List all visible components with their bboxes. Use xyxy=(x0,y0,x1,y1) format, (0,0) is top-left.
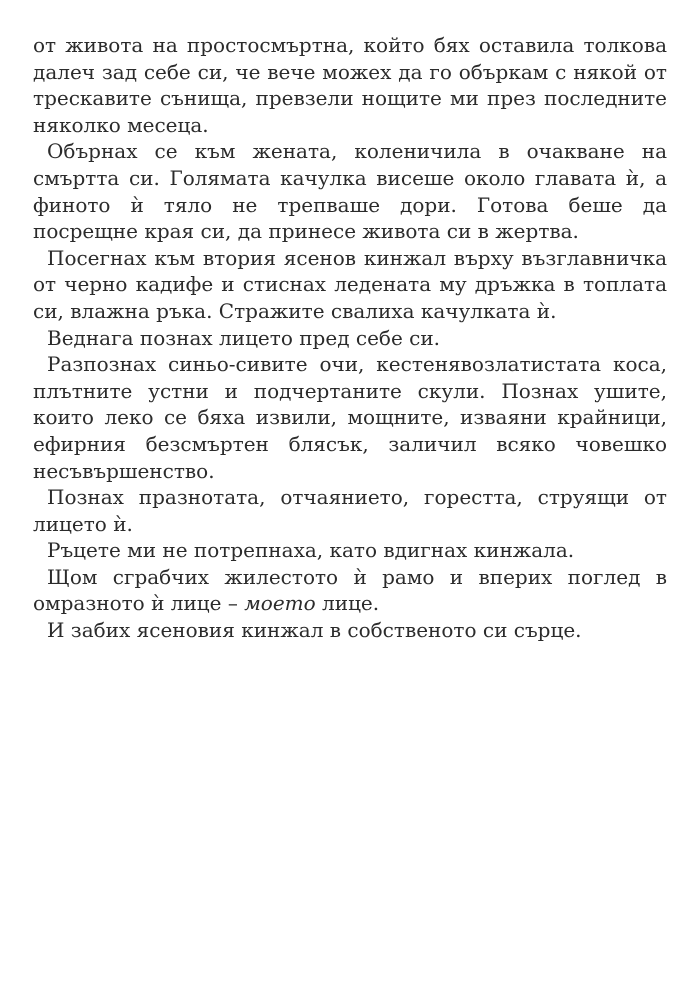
paragraph-8-italic: моето xyxy=(244,591,316,616)
paragraph-9: И забих ясеновия кинжал в собственото си сърце. xyxy=(47,618,582,643)
paragraph-8-end: лице. xyxy=(315,591,380,616)
paragraph-3: Посегнах към втория ясенов кинжал върху възглавничка от черно кадифе и стиснах ледената му дръжка в топлата си, влажна ръка. Стражите свалиха качулката ѝ. xyxy=(33,245,667,323)
paragraph-7: Ръцете ми не потрепнаха, като вдигнах кинжала. xyxy=(47,538,575,563)
page-text xyxy=(33,32,667,644)
paragraph-8 xyxy=(33,564,667,617)
paragraph-8-text: Щом сграбчих жилестото ѝ рамо и вперих поглед в омразното ѝ лице – xyxy=(33,564,667,616)
paragraph-5: Разпознах синьо-сивите очи, кестенявозлатистата коса, плътните устни и подчертаните скули. Познах ушите, които леко се бяха извили, мощните, изваяни крайници, ефирния безсмъртен блясък, заличил всяко човешко несъвършенство. xyxy=(33,352,667,483)
paragraph-6: Познах празнотата, отчаянието, горестта, струящи от лицето ѝ. xyxy=(33,485,667,536)
paragraph-4: Веднага познах лицето пред себе си. xyxy=(47,325,441,350)
paragraph-1: от живота на простосмъртна, който бях оставила толкова далеч зад себе си, че вече можех да го объркам с някой от трескавите сънища, превзели нощите ми през последните няколко месеца. xyxy=(33,33,667,137)
paragraph-2: Обърнах се към жената, коленичила в очакване на смъртта си. Голямата качулка висеше около главата ѝ, а финото ѝ тяло не трепваше дори. Готова беше да посрещне края си, да принесе живота си в жертва. xyxy=(33,139,667,244)
